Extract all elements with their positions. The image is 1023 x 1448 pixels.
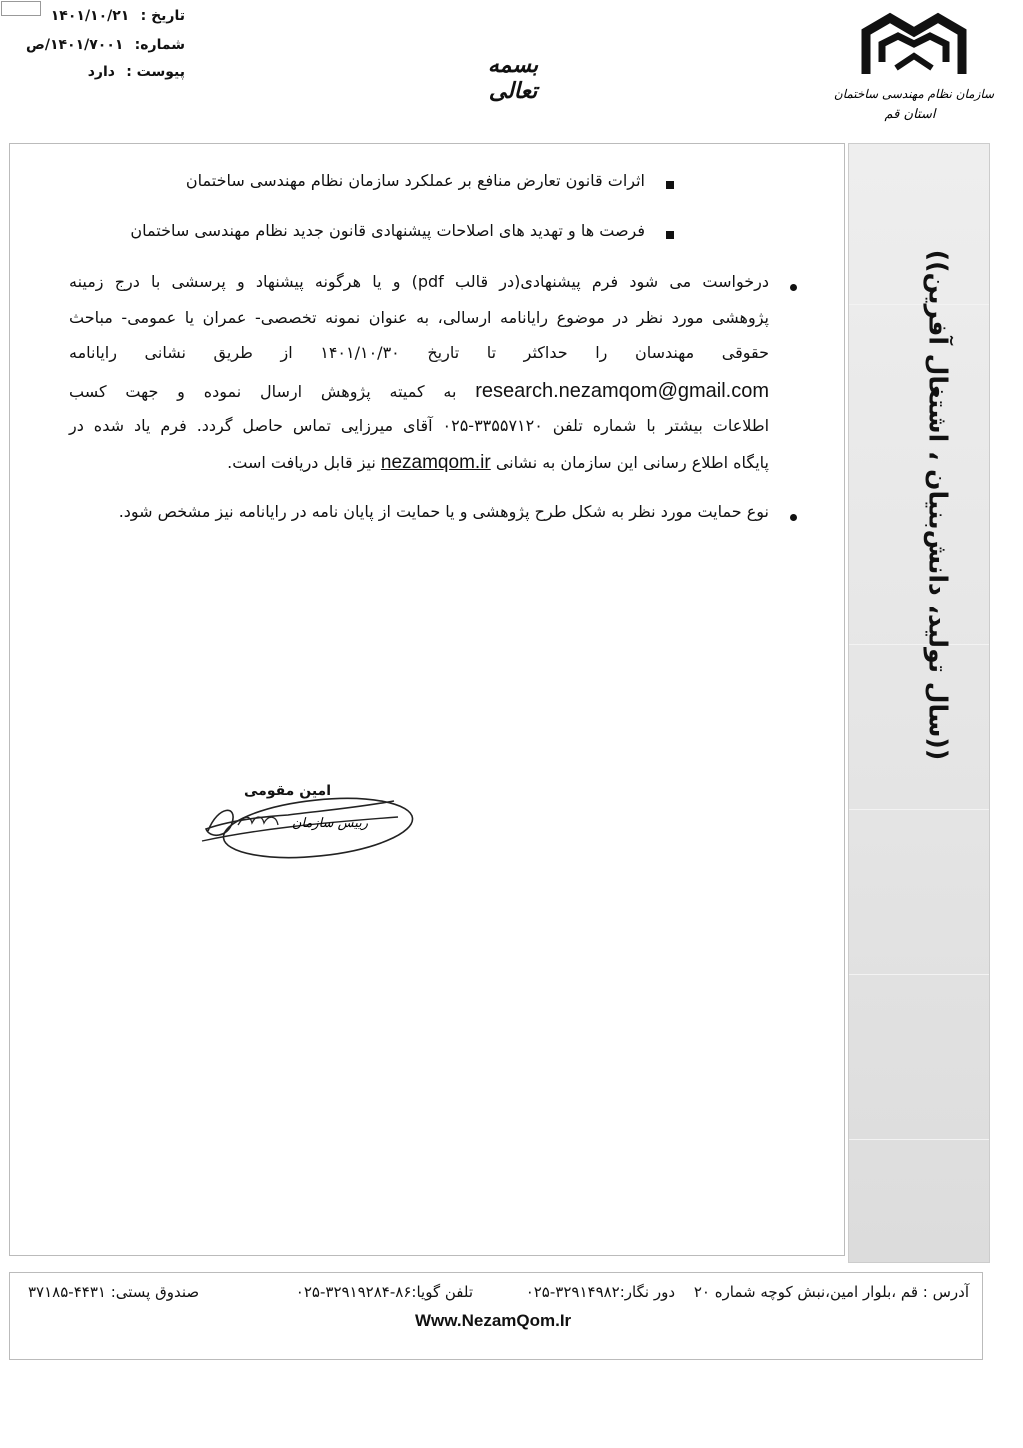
number-value: ۱۴۰۱/۷۰۰۱/ص	[25, 37, 124, 53]
bullet-item-1: اثرات قانون تعارض منافع بر عملکرد سازمان نظام مهندسی ساختمان	[185, 171, 645, 190]
bullet-item-4: نوع حمایت مورد نظر به شکل طرح پژوهشی و یا حمایت از پایان نامه در رایانامه نیز مشخص شود.	[118, 502, 769, 521]
footer-po-box: صندوق پستی: ۴۴۳۱-۳۷۱۸۵	[28, 1283, 200, 1301]
bismillah-heading: بسمه تعالی	[487, 52, 539, 104]
footer-fax: دور نگار:۳۲۹۱۴۹۸۲-۰۲۵	[525, 1283, 675, 1301]
slogan-text: ((سال تولید، دانش‌بنیان ، اشتغال آفرین))	[923, 249, 953, 761]
paragraph-line-4-rest: به کمیته پژوهش ارسال نموده و جهت کسب	[69, 382, 457, 401]
organization-logo	[833, 10, 995, 130]
attachment-value: دارد	[87, 64, 115, 80]
slogan-vertical	[918, 195, 958, 815]
logo-emblem-icon	[833, 10, 995, 130]
bullet-item-2: فرصت ها و تهدید های اصلاحات پیشنهادی قانون جدید نظام مهندسی ساختمان	[130, 221, 645, 240]
paragraph-line-3: حقوقی مهندسان را حداکثر تا تاریخ ۱۴۰۱/۱۰/۳۰ از طریق نشانی رایانامه	[69, 343, 769, 362]
paragraph-line-6	[227, 452, 769, 474]
website-link[interactable]: nezamqom.ir	[380, 452, 491, 473]
logo-text-line2: استان قم	[884, 107, 936, 122]
paragraph-line-2: پژوهشی مورد نظر در موضوع رایانامه ارسالی، به عنوان نمونه تخصصی- عمران یا عمومی- مباحث	[69, 308, 769, 327]
signature-image	[198, 785, 420, 865]
paragraph-line-6-a: پایگاه اطلاع رسانی این سازمان به نشانی	[495, 453, 769, 472]
footer-address: آدرس : قم ،بلوار امین،نبش کوچه شماره ۲۰	[693, 1283, 969, 1301]
number-label: شماره:	[134, 37, 185, 53]
paragraph-line-6-b: نیز قابل دریافت است.	[227, 453, 376, 472]
signatory-name: امین مقومی	[244, 783, 332, 799]
email-address[interactable]: research.nezamqom@gmail.com	[475, 380, 770, 402]
footer-phone: تلفن گویا:۸۶-۳۲۹۱۹۲۸۴-۰۲۵	[295, 1283, 473, 1301]
number-row	[26, 35, 185, 53]
attachment-row	[88, 62, 185, 80]
paragraph-line-4	[69, 380, 769, 403]
signatory-title: رییس سازمان	[291, 816, 369, 831]
corner-stamp	[1, 1, 41, 16]
footer-website-link[interactable]: Www.NezamQom.Ir	[415, 1311, 572, 1330]
round-bullet-icon	[790, 514, 797, 521]
paragraph-line-5: اطلاعات بیشتر با شماره تلفن ۳۳۵۵۷۱۲۰-۰۲۵ آقای میرزایی تماس حاصل گردد. فرم یاد شده در	[69, 416, 770, 435]
signature-scribble-icon	[198, 785, 420, 865]
logo-text-line1: سازمان نظام مهندسی ساختمان	[833, 87, 995, 101]
date-row	[51, 6, 185, 24]
square-bullet-icon	[666, 181, 674, 189]
square-bullet-icon	[666, 231, 674, 239]
date-value: ۱۴۰۱/۱۰/۲۱	[50, 8, 130, 24]
paragraph-line-1: درخواست می شود فرم پیشنهادی(در قالب pdf) و یا هرگونه پیشنهاد و پرسشی با درج زمینه	[69, 272, 769, 291]
round-bullet-icon	[790, 284, 797, 291]
attachment-label: پیوست :	[126, 64, 185, 80]
date-label: تاریخ :	[140, 8, 185, 24]
